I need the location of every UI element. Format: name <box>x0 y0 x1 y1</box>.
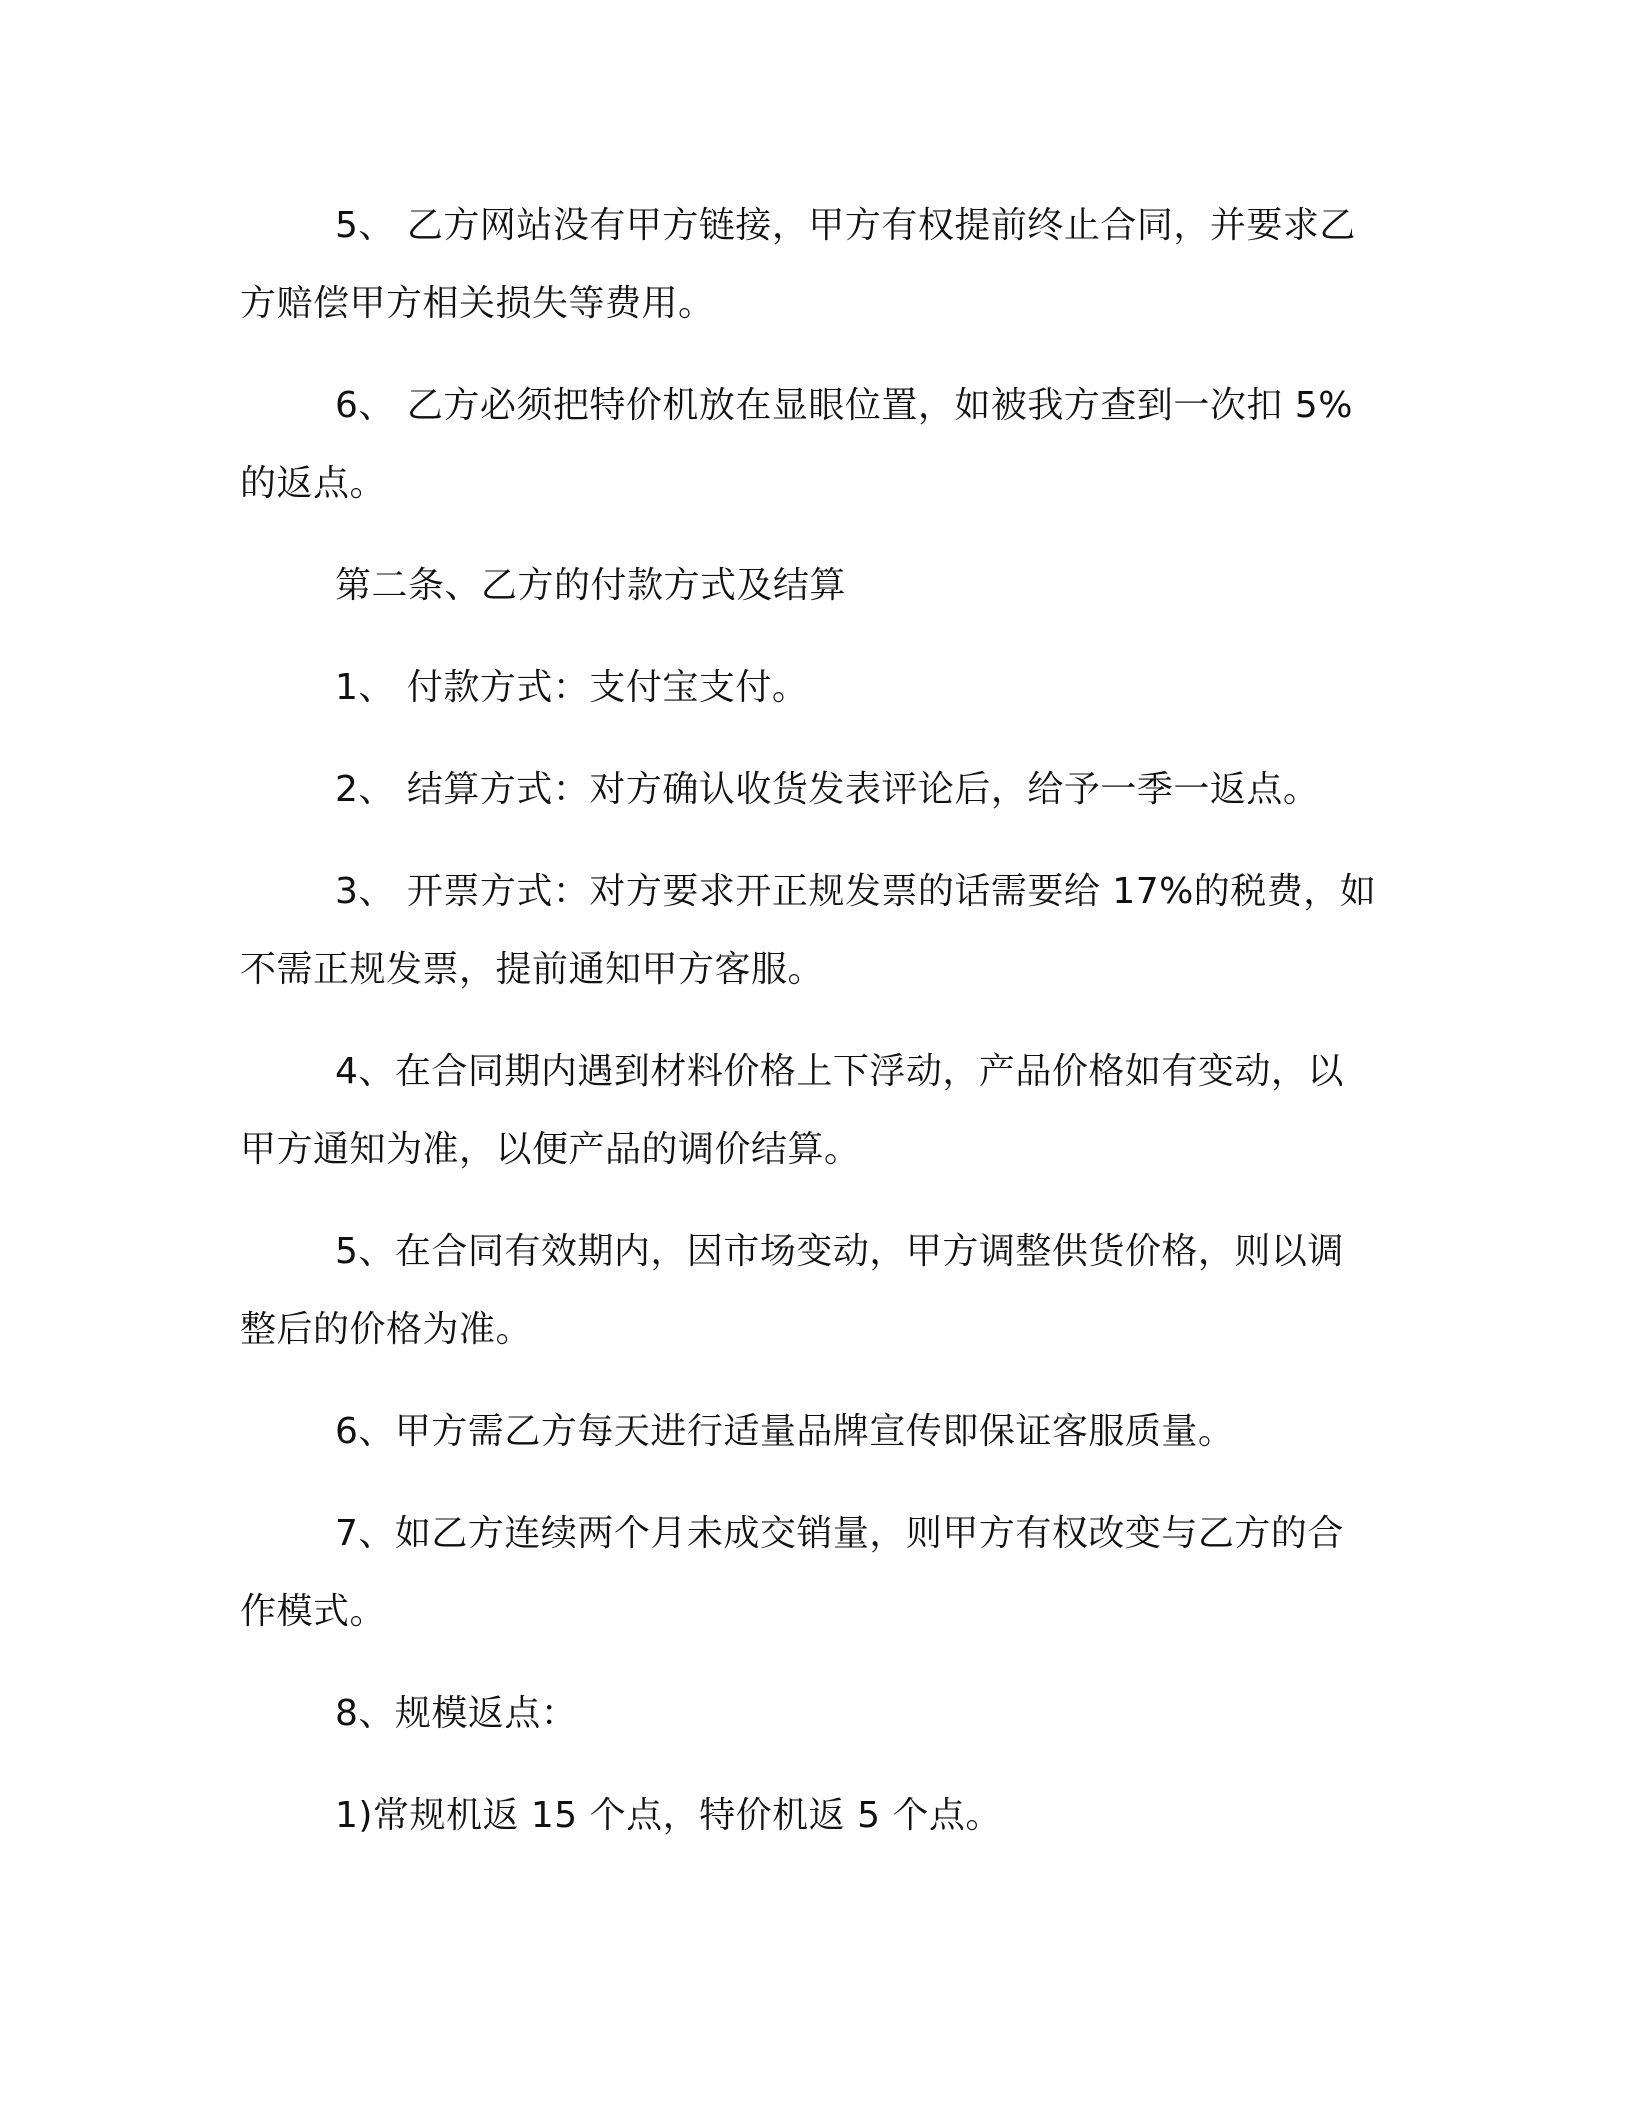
clause-paragraph: 1、 付款方式：支付宝支付。 <box>335 667 809 708</box>
clause-paragraph: 5、 乙方网站没有甲方链接，甲方有权提前终止合同，并要求乙方赔偿甲方相关损失等费用。 <box>240 205 1356 324</box>
section-heading: 第二条、乙方的付款方式及结算 <box>335 565 847 606</box>
clause-paragraph: 4、在合同期内遇到材料价格上下浮动，产品价格如有变动，以甲方通知为准，以便产品的调价结算。 <box>240 1051 1344 1170</box>
sub-clause-paragraph: 1)常规机返 15 个点，特价机返 5 个点。 <box>335 1795 1002 1836</box>
clause-paragraph: 7、如乙方连续两个月未成交销量，则甲方有权改变与乙方的合作模式。 <box>240 1513 1344 1632</box>
clause-paragraph: 6、 乙方必须把特价机放在显眼位置，如被我方查到一次扣 5%的返点。 <box>240 385 1353 504</box>
clause-paragraph: 8、规模返点： <box>335 1693 578 1734</box>
clause-paragraph: 2、 结算方式：对方确认收货发表评论后，给予一季一返点。 <box>335 769 1320 810</box>
clause-paragraph: 3、 开票方式：对方要求开正规发票的话需要给 17%的税费，如不需正规发票，提前通知甲方客服。 <box>240 871 1377 990</box>
clause-paragraph: 6、甲方需乙方每天进行适量品牌宣传即保证客服质量。 <box>335 1411 1235 1452</box>
document-body <box>240 187 1380 1879</box>
clause-paragraph: 5、在合同有效期内，因市场变动，甲方调整供货价格，则以调整后的价格为准。 <box>240 1231 1344 1350</box>
